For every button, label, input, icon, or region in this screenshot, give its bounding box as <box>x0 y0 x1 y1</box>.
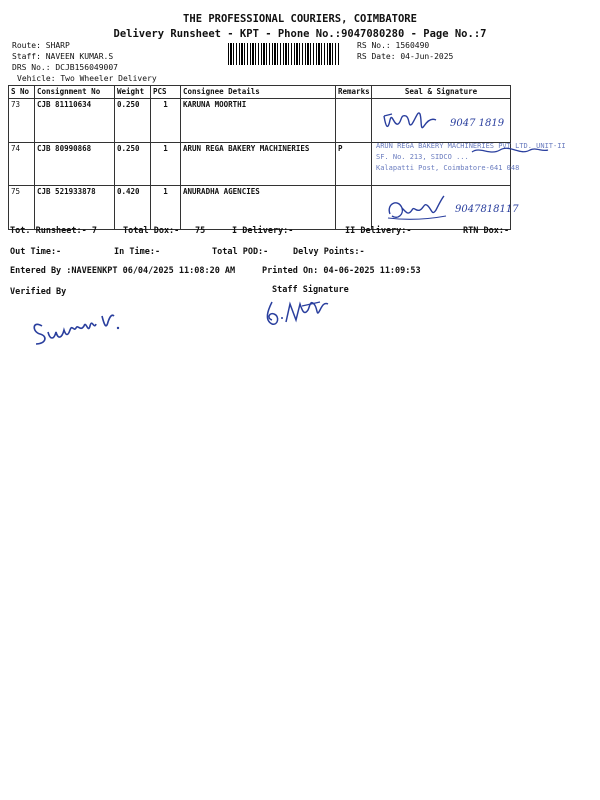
col-header-weight: Weight <box>115 86 151 99</box>
vehicle-text: Vehicle: Two Wheeler Delivery <box>17 74 157 83</box>
barcode <box>228 43 340 65</box>
cell-remarks <box>336 186 372 230</box>
total-pod: Total POD:- <box>212 247 269 257</box>
cell-sno: 73 <box>9 99 35 143</box>
signature-row-75 <box>384 194 452 224</box>
cell-weight: 0.250 <box>115 143 151 186</box>
handwritten-phone-row-73: 9047 1819 <box>450 118 505 129</box>
cell-weight: 0.250 <box>115 99 151 143</box>
cell-pcs: 1 <box>151 143 181 186</box>
table-header-row <box>9 86 511 99</box>
runsheet-subtitle: Delivery Runsheet - KPT - Phone No.:9047080280 - Page No.:7 <box>113 28 487 40</box>
col-header-remarks: Remarks <box>336 86 372 99</box>
total-dox-value: 75 <box>195 226 206 236</box>
tot-runsheet: Tot. Runsheet:- 7 <box>10 226 97 236</box>
rs-number: RS No.: 1560490 <box>357 41 430 50</box>
cell-weight: 0.420 <box>115 186 151 230</box>
staff-text: Staff: NAVEEN KUMAR.S <box>12 52 114 61</box>
cell-consignee: KARUNA MOORTHI <box>181 99 336 143</box>
stamp-line-1: ARUN REGA BAKERY MACHINERIES PVT LTD. UNIT-II <box>376 142 566 150</box>
verified-by-signature <box>28 306 138 350</box>
stamp-signature-scribble <box>470 144 550 158</box>
in-time: In Time:- <box>114 247 161 257</box>
verified-by-label: Verified By <box>10 287 67 297</box>
cell-remarks: P <box>336 143 372 186</box>
entered-by: Entered By :NAVEENKPT 06/04/2025 11:08:20 AM <box>10 266 236 276</box>
stamp-line-2: SF. No. 213, SIDCO ... <box>376 153 469 161</box>
staff-signature-label: Staff Signature <box>272 285 349 295</box>
route-text: Route: SHARP <box>12 41 70 50</box>
handwritten-phone-row-75: 9047818117 <box>455 204 519 215</box>
rtn-dox: RTN Dox:- <box>463 226 510 236</box>
col-header-consignee: Consignee Details <box>181 86 336 99</box>
out-time: Out Time:- <box>10 247 62 257</box>
i-delivery: I Delivery:- <box>232 226 294 236</box>
col-header-seal-signature: Seal & Signature <box>372 86 511 99</box>
ii-delivery: II Delivery:- <box>345 226 412 236</box>
signature-row-73 <box>380 108 440 136</box>
cell-consignee: ARUN REGA BAKERY MACHINERIES <box>181 143 336 186</box>
rs-date: RS Date: 04-Jun-2025 <box>357 52 454 61</box>
printed-on: Printed On: 04-06-2025 11:09:53 <box>262 266 421 276</box>
cell-consignee: ANURADHA AGENCIES <box>181 186 336 230</box>
drs-number: DRS No.: DCJB156049007 <box>12 63 118 72</box>
cell-consignment: CJB 81110634 <box>35 99 115 143</box>
cell-pcs: 1 <box>151 186 181 230</box>
cell-consignment: CJB 80990868 <box>35 143 115 186</box>
cell-remarks <box>336 99 372 143</box>
col-header-pcs: PCS <box>151 86 181 99</box>
company-title: THE PROFESSIONAL COURIERS, COIMBATORE <box>183 13 417 25</box>
cell-pcs: 1 <box>151 99 181 143</box>
cell-sno: 74 <box>9 143 35 186</box>
cell-sno: 75 <box>9 186 35 230</box>
col-header-sno: S No <box>9 86 35 99</box>
delvy-points: Delvy Points:- <box>293 247 365 257</box>
col-header-consignment: Consignment No <box>35 86 115 99</box>
cell-consignment: CJB 521933878 <box>35 186 115 230</box>
total-dox-label: Total Dox:- <box>123 226 180 236</box>
staff-signature <box>262 296 332 332</box>
stamp-line-3: Kalapatti Post, Coimbatore-641 048 <box>376 164 520 172</box>
